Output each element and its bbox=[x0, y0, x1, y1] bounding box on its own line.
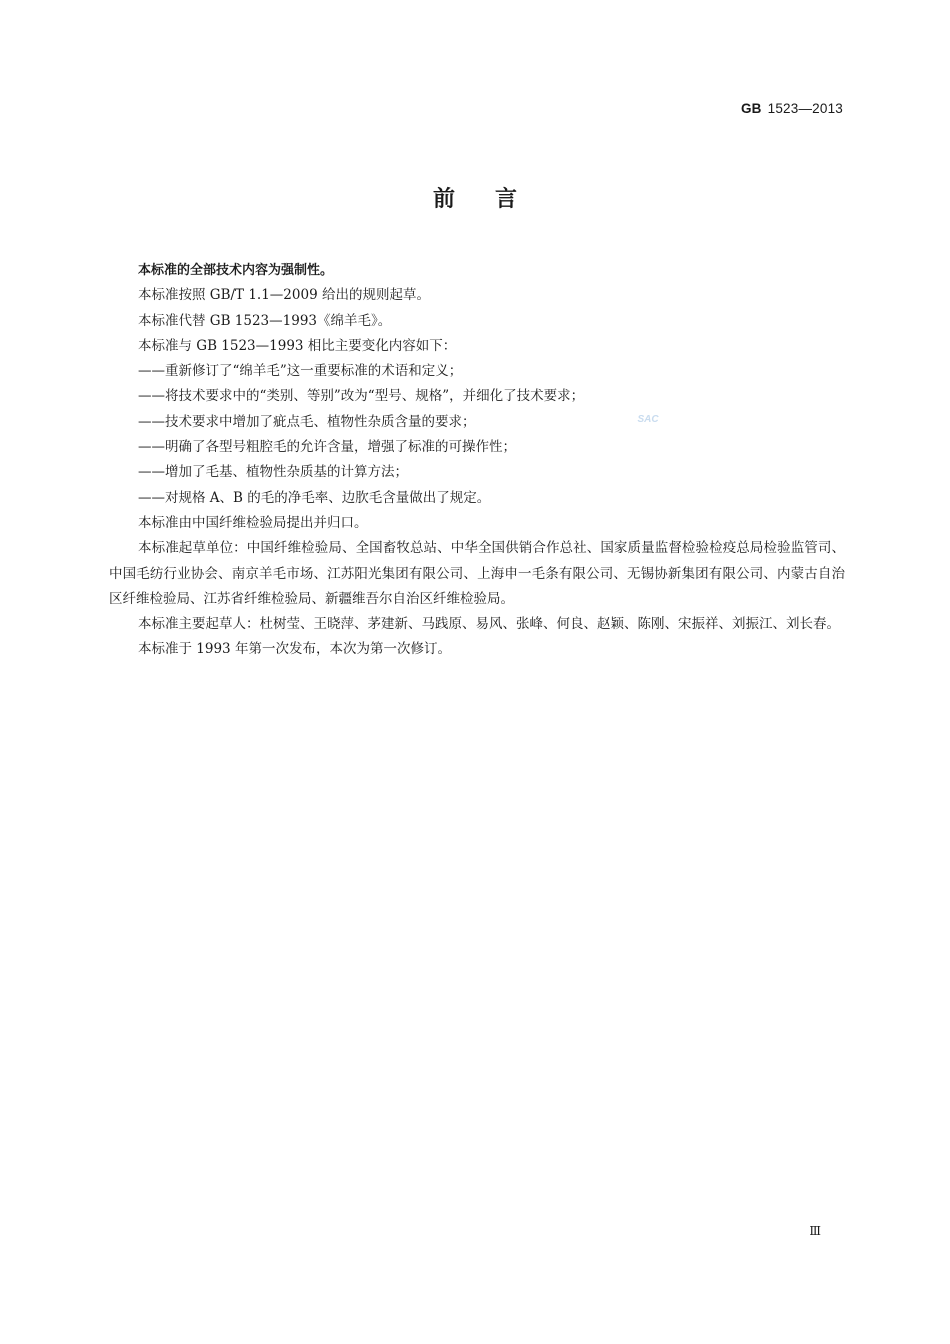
sac-watermark: SAC bbox=[633, 410, 663, 430]
drafting-units-paragraph: 本标准起草单位：中国纤维检验局、全国畜牧总站、中华全国供销合作总社、国家质量监督检验检疫总局检验监管司、中国毛纺行业协会、南京羊毛市场、江苏阳光集团有限公司、上海申一毛条有限公司、无锡协新集团有限公司、内蒙古自治区纤维检验局、江苏省纤维检验局、新疆维吾尔自治区纤维检验局。 bbox=[109, 540, 845, 607]
change-item: ——明确了各型号粗腔毛的允许含量，增强了标准的可操作性； bbox=[138, 439, 516, 456]
proposer-paragraph: 本标准由中国纤维检验局提出并归口。 bbox=[138, 514, 368, 531]
change-item: ——对规格 A、B 的毛的净毛率、边肷毛含量做出了规定。 bbox=[138, 489, 491, 506]
publication-history-paragraph: 本标准于 1993 年第一次发布，本次为第一次修订。 bbox=[138, 641, 451, 658]
change-item: ——将技术要求中的“类别、等别”改为“型号、规格”，并细化了技术要求； bbox=[138, 388, 585, 405]
standard-number: 1523—2013 bbox=[767, 101, 843, 116]
page-number: Ⅲ bbox=[809, 1224, 821, 1238]
drafters-paragraph: 本标准主要起草人：杜树莹、王晓萍、茅建新、马践原、易风、张峰、何良、赵颖、陈刚、宋振祥、刘振江、刘长春。 bbox=[138, 616, 840, 633]
drafting-rules-paragraph: 本标准按照 GB/T 1.1—2009 给出的规则起草。 bbox=[138, 287, 430, 304]
change-item: ——重新修订了“绵羊毛”这一重要标准的术语和定义； bbox=[138, 363, 463, 380]
standard-code bbox=[741, 101, 843, 116]
changes-intro-paragraph: 本标准与 GB 1523—1993 相比主要变化内容如下： bbox=[138, 337, 457, 354]
change-item: ——技术要求中增加了疵点毛、植物性杂质含量的要求； bbox=[138, 413, 476, 430]
standard-prefix: GB bbox=[740, 101, 762, 116]
change-item: ——增加了毛基、植物性杂质基的计算方法； bbox=[138, 464, 408, 481]
page-title: 前言 bbox=[432, 187, 557, 212]
mandatory-statement: 本标准的全部技术内容为强制性。 bbox=[138, 263, 334, 278]
replaces-paragraph: 本标准代替 GB 1523—1993《绵羊毛》。 bbox=[138, 312, 392, 329]
foreword-body bbox=[109, 258, 845, 663]
